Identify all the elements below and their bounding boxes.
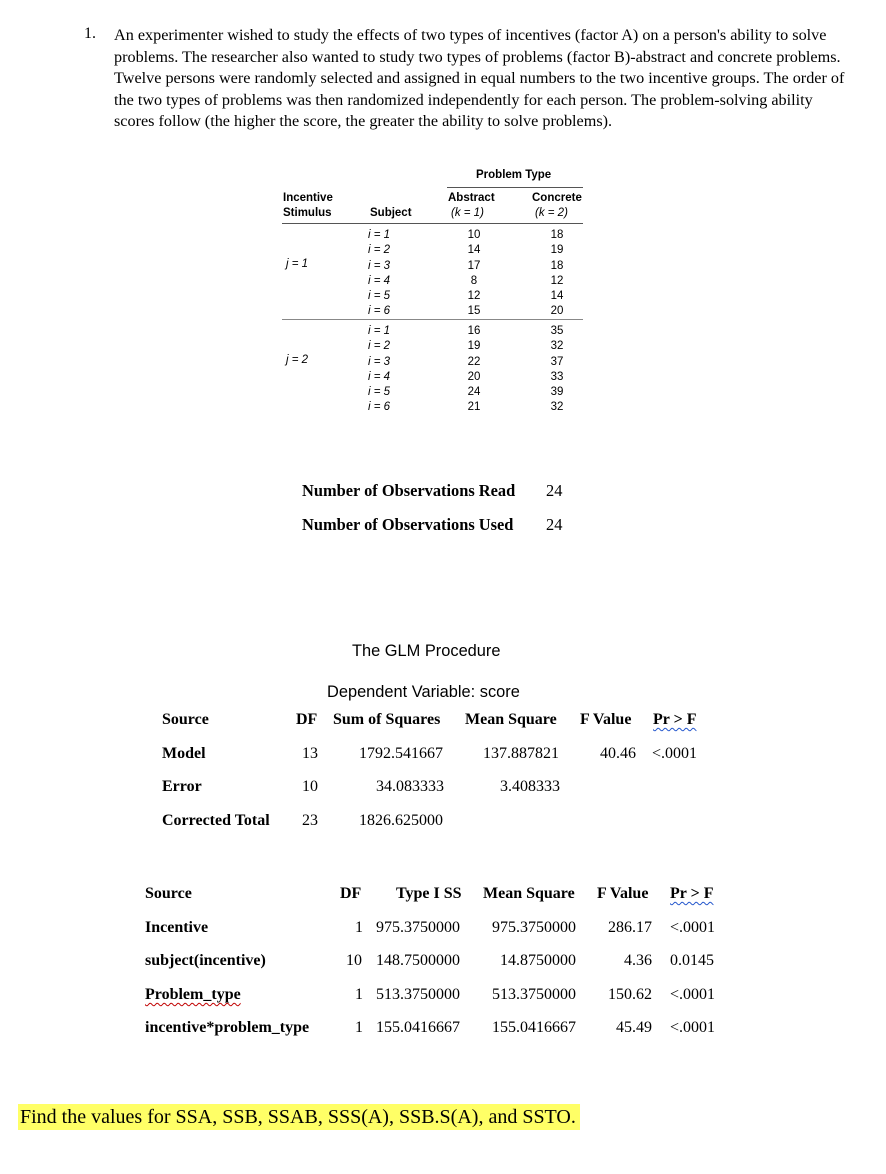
subject-header: Subject bbox=[370, 207, 412, 219]
anova-header-p: Pr > F bbox=[653, 711, 697, 728]
anova-header-f: F Value bbox=[580, 711, 632, 728]
header-rule-top bbox=[447, 187, 583, 188]
type1-header-f: F Value bbox=[597, 885, 649, 902]
data-table bbox=[282, 167, 587, 417]
abstract-header: Abstract bbox=[448, 192, 495, 204]
type1-header-p: Pr > F bbox=[670, 885, 714, 902]
problem-text: An experimenter wished to study the effects of two types of incentives (factor A) on a person's ability to solve problems. The researcher also wanted to study two types of problems (factor B)-abstract and concrete problems. Twelve persons were randomly selected and assigned in equal numbers to the two incentive groups. The order of the two types of problems was then randomized independently for each person. The problem-solving ability scores follow (the higher the score, the greater the ability to solve problems). bbox=[114, 26, 845, 131]
concrete-header: Concrete bbox=[532, 192, 582, 204]
group-divider bbox=[282, 319, 583, 320]
type1-ss: 148.7500000 bbox=[376, 952, 460, 969]
anova-f: 40.46 bbox=[600, 745, 636, 762]
anova-ss: 1826.625000 bbox=[359, 812, 443, 829]
type1-ss: 155.0416667 bbox=[376, 1019, 460, 1036]
group-label: j = 2 bbox=[286, 354, 309, 366]
anova-source: Model bbox=[162, 745, 206, 762]
type1-source: Incentive bbox=[145, 919, 209, 936]
question-highlighted: Find the values for SSA, SSB, SSAB, SSS(A), SSB.S(A), and SSTO. bbox=[18, 1104, 580, 1130]
concrete-sub: (k = 2) bbox=[535, 207, 568, 219]
stimulus-header: Stimulus bbox=[283, 207, 332, 219]
anova-ss: 1792.541667 bbox=[359, 745, 443, 762]
type1-ss: 513.3750000 bbox=[376, 986, 460, 1003]
type1-df: 1 bbox=[355, 919, 363, 936]
type1-ms: 513.3750000 bbox=[492, 986, 576, 1003]
type1-f: 286.17 bbox=[608, 919, 652, 936]
type1-ms: 14.8750000 bbox=[500, 952, 576, 969]
anova-header-ms: Mean Square bbox=[465, 711, 557, 728]
obs-used-label: Number of Observations Used bbox=[302, 515, 514, 534]
anova-source: Error bbox=[162, 778, 202, 795]
dependent-variable: Dependent Variable: score bbox=[327, 683, 520, 701]
type1-df: 10 bbox=[346, 952, 362, 969]
concrete-column: 35 32 37 33 39 32 bbox=[550, 325, 564, 414]
anova-df: 10 bbox=[302, 778, 318, 795]
type1-source bbox=[145, 1019, 309, 1037]
subject-column: i = 1 i = 2 i = 3 i = 4 i = 5 i = 6 bbox=[368, 325, 391, 414]
abstract-column: 10 14 17 8 12 15 bbox=[467, 229, 481, 318]
type1-p: 0.0145 bbox=[670, 952, 714, 969]
type1-header-ss: Type I SS bbox=[396, 885, 462, 902]
anova-ms: 137.887821 bbox=[483, 745, 559, 762]
anova-header-source: Source bbox=[162, 711, 209, 728]
group-label: j = 1 bbox=[286, 258, 309, 270]
type1-p: <.0001 bbox=[670, 986, 716, 1003]
problem-number: 1. bbox=[84, 25, 96, 42]
type1-f: 150.62 bbox=[608, 986, 652, 1003]
anova-ss: 34.083333 bbox=[376, 778, 444, 795]
type1-header-ms: Mean Square bbox=[483, 885, 575, 902]
type1-header-source: Source bbox=[145, 885, 192, 902]
abstract-sub: (k = 1) bbox=[451, 207, 484, 219]
type1-df: 1 bbox=[355, 1019, 363, 1036]
anova-ms: 3.408333 bbox=[500, 778, 560, 795]
obs-read-label: Number of Observations Read bbox=[302, 481, 516, 500]
type1-f: 45.49 bbox=[616, 1019, 652, 1036]
incentive-header: Incentive bbox=[283, 192, 333, 204]
type1-ms: 975.3750000 bbox=[492, 919, 576, 936]
glm-procedure-title: The GLM Procedure bbox=[352, 642, 501, 660]
type1-source: Problem_type bbox=[145, 986, 241, 1003]
type1-ms: 155.0416667 bbox=[492, 1019, 576, 1036]
anova-header-ss: Sum of Squares bbox=[333, 711, 441, 728]
type1-ss: 975.3750000 bbox=[376, 919, 460, 936]
anova-source: Corrected Total bbox=[162, 812, 270, 829]
type1-header-df: DF bbox=[340, 885, 362, 902]
type1-f: 4.36 bbox=[624, 952, 652, 969]
anova-df: 13 bbox=[302, 745, 318, 762]
subject-column: i = 1 i = 2 i = 3 i = 4 i = 5 i = 6 bbox=[368, 229, 391, 318]
obs-used-value: 24 bbox=[546, 515, 563, 534]
anova-df: 23 bbox=[302, 812, 318, 829]
type1-df: 1 bbox=[355, 986, 363, 1003]
type1-p: <.0001 bbox=[670, 919, 716, 936]
header-rule-bottom bbox=[282, 223, 583, 224]
type1-source: subject(incentive) bbox=[145, 952, 266, 969]
concrete-column: 18 19 18 12 14 20 bbox=[550, 229, 564, 318]
anova-header-df: DF bbox=[296, 711, 318, 728]
abstract-column: 16 19 22 20 24 21 bbox=[467, 325, 481, 414]
obs-read-value: 24 bbox=[546, 481, 563, 500]
anova-p: <.0001 bbox=[652, 745, 698, 762]
type1-source-interaction-text: incentive*problem_type bbox=[145, 1019, 310, 1036]
problem-type-header: Problem Type bbox=[476, 169, 552, 181]
type1-p: <.0001 bbox=[670, 1019, 716, 1036]
